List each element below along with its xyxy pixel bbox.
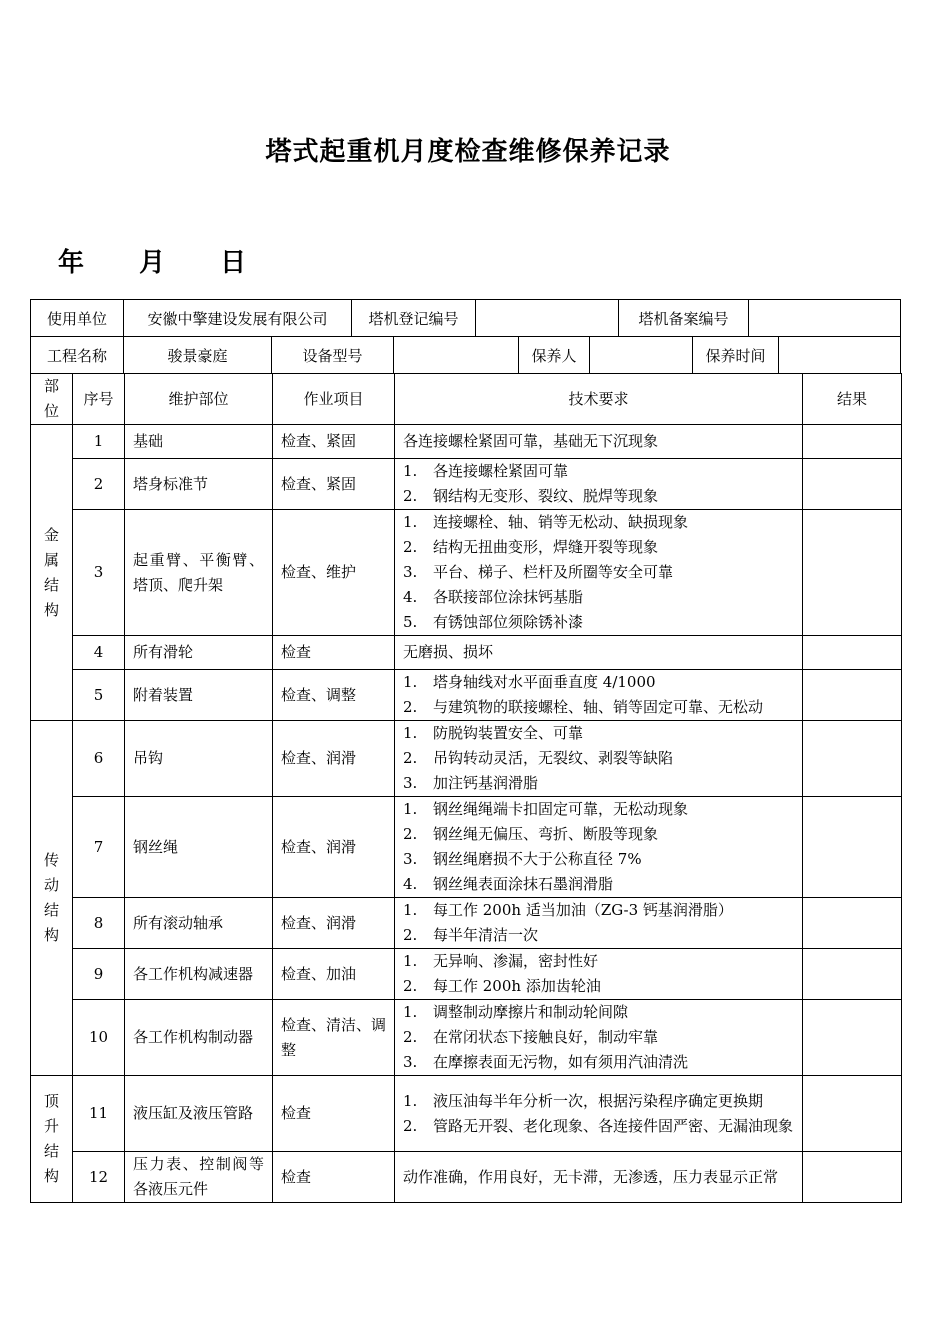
requirement-index: 4. xyxy=(403,875,418,893)
row-result[interactable] xyxy=(803,721,902,797)
row-requirement: 各连接螺栓紧固可靠，基础无下沉现象 xyxy=(395,425,803,459)
time-label: 保养时间 xyxy=(693,337,779,373)
row-task: 检查、加油 xyxy=(273,949,395,1000)
requirement-item xyxy=(403,560,794,585)
time-value[interactable] xyxy=(779,337,900,373)
row-part: 各工作机构减速器 xyxy=(125,949,273,1000)
requirement-item xyxy=(403,974,794,999)
row-part: 液压缸及液压管路 xyxy=(125,1076,273,1152)
requirement-index: 1. xyxy=(403,1003,418,1021)
requirement-item xyxy=(403,872,794,897)
row-requirement xyxy=(395,510,803,636)
row-number: 10 xyxy=(73,1000,125,1076)
requirement-text: 液压油每半年分析一次，根据污染程序确定更换期 xyxy=(433,1091,764,1110)
project-label: 工程名称 xyxy=(31,337,124,373)
requirement-text: 有锈蚀部位须除锈补漆 xyxy=(433,613,584,631)
requirement-index: 1. xyxy=(403,462,418,480)
row-result[interactable] xyxy=(803,1000,902,1076)
row-part: 钢丝绳 xyxy=(125,797,273,898)
row-task: 检查 xyxy=(273,1152,395,1203)
info-row-project xyxy=(30,336,901,374)
requirement-item xyxy=(403,898,794,923)
requirement-index: 3. xyxy=(403,563,418,581)
row-result[interactable] xyxy=(803,1076,902,1152)
requirement-text: 管路无开裂、老化现象、各连接件固严密、无漏油现象 xyxy=(433,1116,794,1135)
table-row xyxy=(31,459,902,510)
requirement-index: 2. xyxy=(403,538,418,556)
table-row xyxy=(31,797,902,898)
table-row xyxy=(31,425,902,459)
row-task: 检查、清洁、调整 xyxy=(273,1000,395,1076)
table-row xyxy=(31,721,902,797)
record-value[interactable] xyxy=(749,300,900,336)
table-row xyxy=(31,636,902,670)
row-part: 基础 xyxy=(125,425,273,459)
requirement-text: 平台、梯子、栏杆及所圈等安全可靠 xyxy=(433,563,674,581)
requirement-text: 钢丝绳无偏压、弯折、断股等现象 xyxy=(433,825,659,843)
row-number: 7 xyxy=(73,797,125,898)
table-header-row xyxy=(31,374,902,425)
date-month: 月 xyxy=(139,248,166,278)
requirement-index: 4. xyxy=(403,588,418,606)
requirement-index: 2. xyxy=(403,926,418,944)
requirement-item xyxy=(403,459,794,484)
requirement-index: 2. xyxy=(403,698,418,716)
requirement-index: 3. xyxy=(403,850,418,868)
requirement-item xyxy=(403,1114,794,1139)
row-task: 检查 xyxy=(273,1076,395,1152)
requirement-text: 钢丝绳表面涂抹石墨润滑脂 xyxy=(433,875,614,893)
requirement-text: 无异响、渗漏，密封性好 xyxy=(433,952,599,970)
requirement-item xyxy=(403,585,794,610)
row-number: 5 xyxy=(73,670,125,721)
requirement-text: 与建筑物的联接螺栓、轴、销等固定可靠、无松动 xyxy=(433,698,764,716)
header-result: 结果 xyxy=(803,374,902,425)
date-day: 日 xyxy=(220,248,247,278)
requirement-text: 钢结构无变形、裂纹、脱焊等现象 xyxy=(433,487,659,505)
header-part: 维护部位 xyxy=(125,374,273,425)
row-part: 所有滚动轴承 xyxy=(125,898,273,949)
table-row xyxy=(31,510,902,636)
requirement-index: 1. xyxy=(403,673,418,691)
page-title: 塔式起重机月度检查维修保养记录 xyxy=(265,137,671,167)
requirement-item xyxy=(403,535,794,560)
header-task: 作业项目 xyxy=(273,374,395,425)
requirement-index: 3. xyxy=(403,1053,418,1071)
requirement-index: 1. xyxy=(403,513,418,531)
requirement-index: 5. xyxy=(403,613,418,631)
row-task: 检查、维护 xyxy=(273,510,395,636)
requirement-index: 1. xyxy=(403,724,418,742)
row-requirement xyxy=(395,670,803,721)
row-result[interactable] xyxy=(803,670,902,721)
requirement-index: 2. xyxy=(403,1116,418,1135)
project-value[interactable]: 骏景豪庭 xyxy=(124,337,272,373)
maintenance-table xyxy=(30,373,902,1203)
requirement-index: 2. xyxy=(403,1028,418,1046)
section-label: 金属结构 xyxy=(31,425,73,721)
row-part: 吊钩 xyxy=(125,721,273,797)
requirement-text: 防脱钩装置安全、可靠 xyxy=(433,724,584,742)
row-requirement xyxy=(395,1076,803,1152)
requirement-item xyxy=(403,1089,794,1114)
maintainer-label: 保养人 xyxy=(519,337,590,373)
row-result[interactable] xyxy=(803,1152,902,1203)
row-part: 附着装置 xyxy=(125,670,273,721)
reg-label: 塔机登记编号 xyxy=(352,300,476,336)
row-number: 6 xyxy=(73,721,125,797)
row-part: 塔身标准节 xyxy=(125,459,273,510)
requirement-item xyxy=(403,510,794,535)
requirement-list xyxy=(403,797,794,897)
row-number: 4 xyxy=(73,636,125,670)
row-number: 11 xyxy=(73,1076,125,1152)
row-task: 检查、润滑 xyxy=(273,898,395,949)
requirement-text: 每工作 200h 适当加油（ZG-3 钙基润滑脂） xyxy=(433,901,733,919)
reg-value[interactable] xyxy=(476,300,619,336)
info-row-unit xyxy=(30,299,901,337)
requirement-text: 加注钙基润滑脂 xyxy=(433,774,539,792)
row-requirement xyxy=(395,949,803,1000)
requirement-item xyxy=(403,695,794,720)
requirement-index: 2. xyxy=(403,749,418,767)
requirement-text: 吊钩转动灵活，无裂纹、剥裂等缺陷 xyxy=(433,749,674,767)
requirement-item xyxy=(403,610,794,635)
requirement-item xyxy=(403,746,794,771)
date-year: 年 xyxy=(58,248,85,278)
requirement-index: 1. xyxy=(403,1091,418,1110)
row-part: 各工作机构制动器 xyxy=(125,1000,273,1076)
requirement-item xyxy=(403,822,794,847)
row-number: 1 xyxy=(73,425,125,459)
requirement-text: 每工作 200h 添加齿轮油 xyxy=(433,977,601,995)
row-result[interactable] xyxy=(803,949,902,1000)
row-result[interactable] xyxy=(803,898,902,949)
requirement-item xyxy=(403,949,794,974)
requirement-text: 塔身轴线对水平面垂直度 4/1000 xyxy=(433,673,656,691)
model-value[interactable] xyxy=(394,337,519,373)
requirement-text: 在常闭状态下接触良好，制动牢靠 xyxy=(433,1028,659,1046)
section-label: 顶升结构 xyxy=(31,1076,73,1203)
date-line xyxy=(58,242,246,279)
requirement-item xyxy=(403,1000,794,1025)
requirement-text: 每半年清洁一次 xyxy=(433,926,539,944)
requirement-index: 2. xyxy=(403,487,418,505)
row-number: 2 xyxy=(73,459,125,510)
requirement-list xyxy=(403,459,794,509)
requirement-item xyxy=(403,847,794,872)
requirement-item xyxy=(403,484,794,509)
row-requirement xyxy=(395,721,803,797)
row-result[interactable] xyxy=(803,510,902,636)
requirement-text: 结构无扭曲变形，焊缝开裂等现象 xyxy=(433,538,659,556)
requirement-item xyxy=(403,721,794,746)
section-label: 传动结构 xyxy=(31,721,73,1076)
row-result[interactable] xyxy=(803,425,902,459)
record-label: 塔机备案编号 xyxy=(619,300,749,336)
requirement-list xyxy=(403,1000,794,1075)
row-task: 检查、调整 xyxy=(273,670,395,721)
unit-label: 使用单位 xyxy=(31,300,124,336)
row-number: 8 xyxy=(73,898,125,949)
row-requirement xyxy=(395,797,803,898)
maintainer-value[interactable] xyxy=(590,337,693,373)
requirement-index: 1. xyxy=(403,901,418,919)
requirement-index: 1. xyxy=(403,952,418,970)
table-row xyxy=(31,898,902,949)
row-result[interactable] xyxy=(803,459,902,510)
row-task: 检查 xyxy=(273,636,395,670)
table-row xyxy=(31,1000,902,1076)
row-number: 3 xyxy=(73,510,125,636)
row-requirement: 动作准确，作用良好，无卡滞，无渗透，压力表显示正常 xyxy=(395,1152,803,1203)
unit-value[interactable]: 安徽中擎建设发展有限公司 xyxy=(124,300,352,336)
header-requirement: 技术要求 xyxy=(395,374,803,425)
requirement-text: 钢丝绳绳端卡扣固定可靠，无松动现象 xyxy=(433,800,689,818)
requirement-list xyxy=(403,721,794,796)
requirement-item xyxy=(403,923,794,948)
requirement-text: 在摩擦表面无污物，如有须用汽油清洗 xyxy=(433,1053,689,1071)
requirement-item xyxy=(403,797,794,822)
requirement-index: 2. xyxy=(403,825,418,843)
model-label: 设备型号 xyxy=(272,337,394,373)
row-task: 检查、润滑 xyxy=(273,721,395,797)
row-part: 所有滑轮 xyxy=(125,636,273,670)
requirement-text: 各联接部位涂抹钙基脂 xyxy=(433,588,584,606)
requirement-list xyxy=(403,670,794,720)
requirement-text: 钢丝绳磨损不大于公称直径 7% xyxy=(433,850,642,868)
row-part: 起重臂、平衡臂、塔顶、爬升架 xyxy=(125,510,273,636)
requirement-text: 各连接螺栓紧固可靠 xyxy=(433,462,569,480)
requirement-list xyxy=(403,510,794,635)
row-task: 检查、紧固 xyxy=(273,459,395,510)
table-row xyxy=(31,1152,902,1203)
row-task: 检查、紧固 xyxy=(273,425,395,459)
table-row xyxy=(31,949,902,1000)
requirement-item xyxy=(403,1025,794,1050)
row-result[interactable] xyxy=(803,636,902,670)
table-row xyxy=(31,670,902,721)
header-no: 序号 xyxy=(73,374,125,425)
requirement-list xyxy=(403,1089,794,1139)
requirement-index: 1. xyxy=(403,800,418,818)
requirement-list xyxy=(403,949,794,999)
row-part: 压力表、控制阀等各液压元件 xyxy=(125,1152,273,1203)
requirement-index: 3. xyxy=(403,774,418,792)
requirement-index: 2. xyxy=(403,977,418,995)
row-result[interactable] xyxy=(803,797,902,898)
requirement-item xyxy=(403,1050,794,1075)
requirement-text: 调整制动摩擦片和制动轮间隙 xyxy=(433,1003,629,1021)
row-number: 9 xyxy=(73,949,125,1000)
requirement-item xyxy=(403,670,794,695)
requirement-item xyxy=(403,771,794,796)
table-row xyxy=(31,1076,902,1152)
requirement-list xyxy=(403,898,794,948)
requirement-text: 连接螺栓、轴、销等无松动、缺损现象 xyxy=(433,513,689,531)
header-section: 部位 xyxy=(31,374,73,425)
row-requirement xyxy=(395,898,803,949)
row-number: 12 xyxy=(73,1152,125,1203)
row-task: 检查、润滑 xyxy=(273,797,395,898)
row-requirement xyxy=(395,459,803,510)
row-requirement xyxy=(395,1000,803,1076)
row-requirement: 无磨损、损坏 xyxy=(395,636,803,670)
